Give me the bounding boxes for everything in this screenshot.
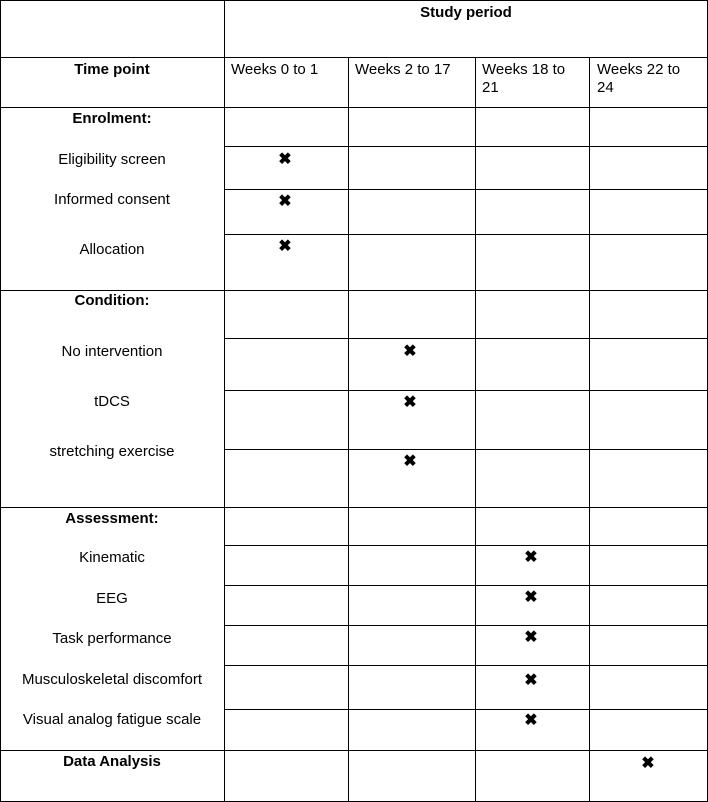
row-label-musculoskeletal-discomfort: Musculoskeletal discomfort <box>21 671 203 688</box>
mark-kinematic: ✖ <box>524 549 538 566</box>
section-title-assessment: Assessment: <box>65 510 159 527</box>
row-divider-full <box>0 107 708 108</box>
row-label-allocation: Allocation <box>79 241 145 258</box>
row-divider-full <box>0 57 708 58</box>
row-label-stretching-exercise: stretching exercise <box>49 443 175 460</box>
mark-eligibility-screen: ✖ <box>278 151 292 168</box>
row-label-no-intervention: No intervention <box>61 343 163 360</box>
mark-no-intervention: ✖ <box>403 343 417 360</box>
column-divider <box>348 57 349 802</box>
column-divider <box>475 57 476 802</box>
row-divider-partial <box>224 390 708 391</box>
row-label-eeg: EEG <box>96 590 128 607</box>
row-label-eligibility-screen: Eligibility screen <box>58 151 166 168</box>
time-point-header: Time point <box>74 61 150 78</box>
column-header-weeks-18-21: Weeks 18 to 21 <box>482 61 566 96</box>
row-label-kinematic: Kinematic <box>79 549 145 566</box>
column-divider-label <box>224 0 225 802</box>
mark-data-analysis: ✖ <box>641 755 655 772</box>
row-divider-partial <box>224 338 708 339</box>
row-divider-partial <box>224 234 708 235</box>
table-border-left <box>0 0 1 802</box>
row-divider-full <box>0 750 708 751</box>
mark-informed-consent: ✖ <box>278 193 292 210</box>
column-header-weeks-2-17: Weeks 2 to 17 <box>355 61 451 78</box>
row-label-visual-analog-fatigue-scale: Visual analog fatigue scale <box>22 711 202 728</box>
row-divider-partial <box>224 545 708 546</box>
table-border-top <box>0 0 708 1</box>
mark-stretching-exercise: ✖ <box>403 453 417 470</box>
column-divider <box>589 57 590 802</box>
row-label-tdcs: tDCS <box>94 393 130 410</box>
column-header-weeks-0-1: Weeks 0 to 1 <box>231 61 319 78</box>
row-divider-partial <box>224 709 708 710</box>
mark-allocation: ✖ <box>278 238 292 255</box>
section-title-data-analysis: Data Analysis <box>63 753 161 770</box>
row-divider-partial <box>224 625 708 626</box>
row-label-task-performance: Task performance <box>52 630 172 647</box>
mark-eeg: ✖ <box>524 589 538 606</box>
column-header-weeks-22-24: Weeks 22 to 24 <box>597 61 681 96</box>
row-divider-partial <box>224 585 708 586</box>
row-divider-full <box>0 290 708 291</box>
section-title-enrolment: Enrolment: <box>72 110 152 127</box>
row-label-informed-consent: Informed consent <box>54 191 170 208</box>
row-divider-partial <box>224 189 708 190</box>
mark-visual-analog-fatigue-scale: ✖ <box>524 712 538 729</box>
row-divider-full <box>0 507 708 508</box>
section-title-condition: Condition: <box>74 292 150 309</box>
row-divider-partial <box>224 146 708 147</box>
row-divider-partial <box>224 665 708 666</box>
mark-tdcs: ✖ <box>403 394 417 411</box>
mark-musculoskeletal-discomfort: ✖ <box>524 672 538 689</box>
row-divider-partial <box>224 449 708 450</box>
mark-task-performance: ✖ <box>524 629 538 646</box>
study-period-header: Study period <box>420 4 512 21</box>
